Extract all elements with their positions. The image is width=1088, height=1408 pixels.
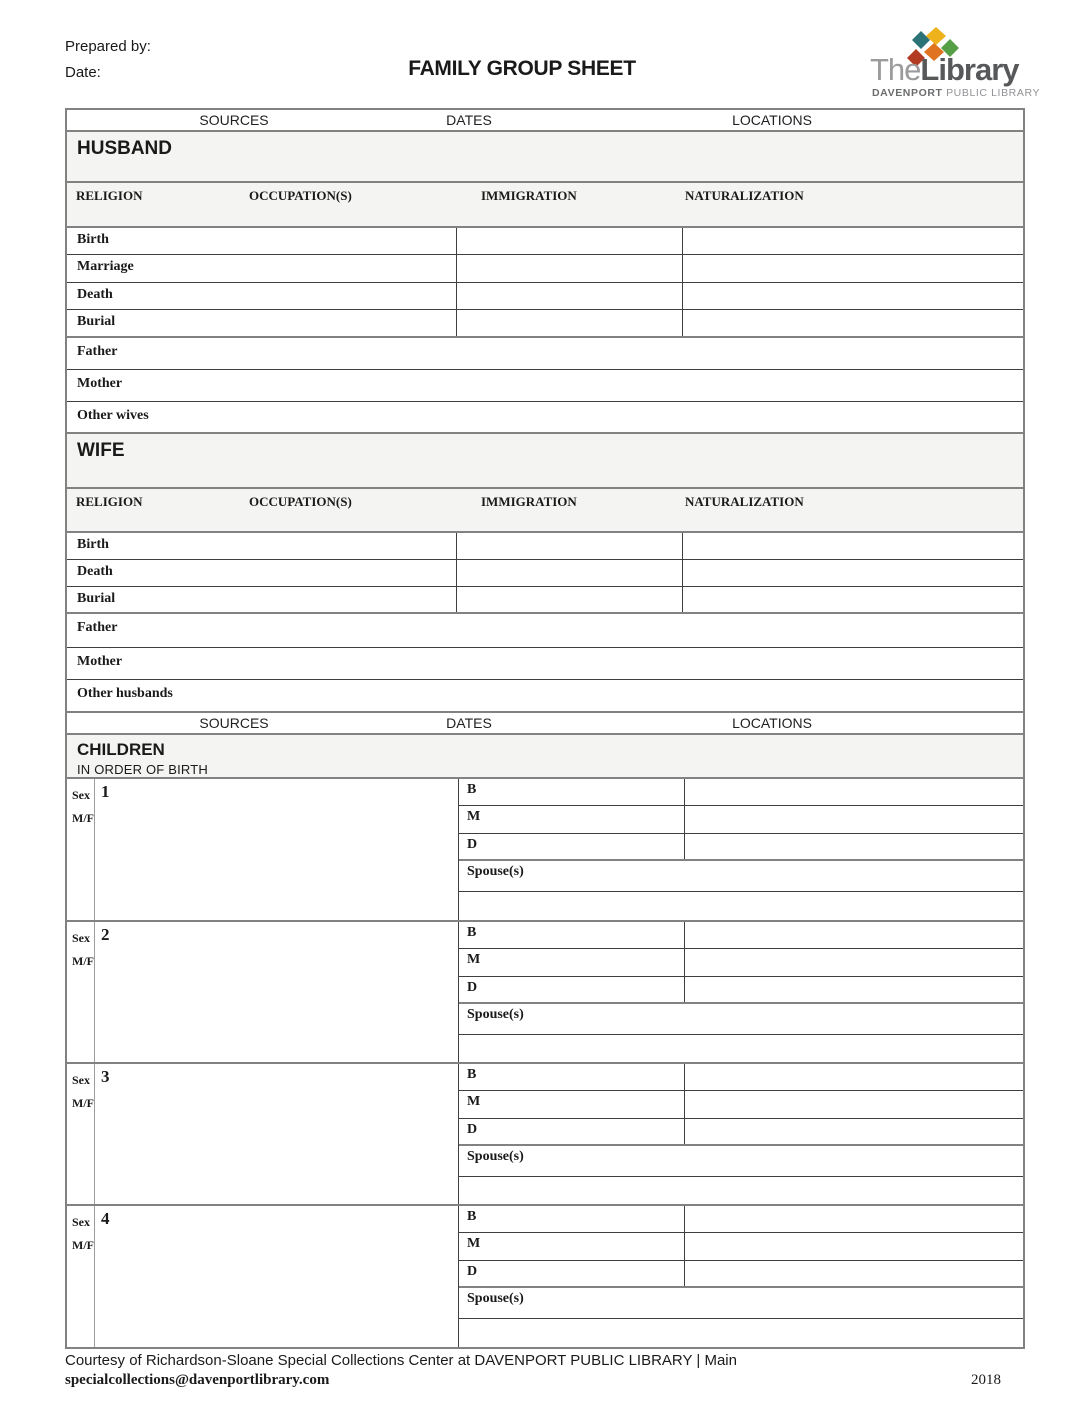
prepared-by-label: Prepared by:: [65, 38, 151, 55]
sex-label: Sex: [72, 788, 90, 802]
mf-label: M/F: [72, 810, 94, 825]
location-cell: [685, 949, 1023, 976]
location-cell: [685, 1091, 1023, 1118]
child-death-row: [459, 1119, 1023, 1146]
dates-column-header: DATES: [446, 112, 492, 128]
logo-library: Library: [920, 52, 1019, 87]
row-label: Death: [67, 560, 457, 586]
wife-immigration-label: IMMIGRATION: [481, 494, 577, 509]
row-label: Marriage: [67, 255, 457, 282]
husband-marriage-row: [67, 255, 1023, 283]
child-empty-row: [459, 1035, 1023, 1062]
husband-naturalization-label: NATURALIZATION: [685, 188, 804, 203]
sex-column: [67, 1206, 95, 1347]
date-cell: [457, 310, 683, 336]
wife-naturalization-label: NATURALIZATION: [685, 494, 804, 509]
date-cell: [457, 228, 683, 254]
child-empty-row: [459, 1177, 1023, 1204]
child-number: 2: [101, 925, 110, 944]
child-marriage-row: [459, 806, 1023, 834]
child-detail-area: [459, 1064, 1023, 1204]
child-block-3: [67, 1064, 1023, 1206]
marriage-label: M: [459, 1233, 685, 1260]
location-cell: [683, 560, 1023, 586]
husband-religion-label: RELIGION: [76, 188, 143, 203]
death-label: D: [459, 1261, 685, 1286]
child-name-area: [67, 922, 459, 1062]
sources-column-header: SOURCES: [199, 715, 269, 731]
husband-birth-row: [67, 228, 1023, 255]
child-detail-area: [459, 1206, 1023, 1347]
child-name-area: [67, 779, 459, 920]
child-number: 3: [101, 1067, 110, 1086]
location-cell: [683, 310, 1023, 336]
location-cell: [683, 255, 1023, 282]
child-block-2: [67, 922, 1023, 1064]
footer-email: specialcollections@davenportlibrary.com: [65, 1372, 330, 1388]
location-cell: [685, 1206, 1023, 1232]
footer: [65, 1352, 1025, 1389]
dates-column-header: DATES: [446, 715, 492, 731]
child-block-4: [67, 1206, 1023, 1347]
wife-occupation-label: OCCUPATION(S): [249, 494, 352, 509]
logo-wordmark: [870, 52, 1019, 88]
page-title: FAMILY GROUP SHEET: [408, 57, 636, 80]
child-death-row: [459, 977, 1023, 1004]
husband-burial-row: [67, 310, 1023, 338]
date-cell: [457, 283, 683, 309]
wife-burial-row: [67, 587, 1023, 614]
death-label: D: [459, 977, 685, 1002]
date-cell: [457, 560, 683, 586]
birth-label: B: [459, 1206, 685, 1232]
children-title: CHILDREN: [77, 740, 165, 759]
location-cell: [685, 806, 1023, 833]
location-cell: [683, 587, 1023, 612]
husband-immigration-label: IMMIGRATION: [481, 188, 577, 203]
child-empty-row: [459, 892, 1023, 920]
child-name-area: [67, 1064, 459, 1204]
husband-other-wives-row: Other wives: [67, 402, 1023, 434]
death-label: D: [459, 834, 685, 859]
column-header-row-top: [67, 110, 1023, 132]
birth-label: B: [459, 922, 685, 948]
sex-column: [67, 922, 95, 1062]
husband-mother-row: Mother: [67, 370, 1023, 402]
wife-other-husbands-row: Other husbands: [67, 680, 1023, 713]
date-cell: [457, 533, 683, 559]
row-label: Death: [67, 283, 457, 309]
child-name-area: [67, 1206, 459, 1347]
sex-label: Sex: [72, 1073, 90, 1087]
husband-subheads-row: [67, 183, 1023, 228]
location-cell: [683, 533, 1023, 559]
row-label: Birth: [67, 533, 457, 559]
child-marriage-row: [459, 1233, 1023, 1261]
child-birth-row: [459, 779, 1023, 806]
location-cell: [685, 1064, 1023, 1090]
child-spouse-row: [459, 861, 1023, 892]
wife-mother-row: Mother: [67, 648, 1023, 680]
sex-column: [67, 779, 95, 920]
child-marriage-row: [459, 949, 1023, 977]
sex-column: [67, 1064, 95, 1204]
children-subtitle: IN ORDER OF BIRTH: [77, 762, 209, 778]
location-cell: [685, 779, 1023, 805]
family-group-sheet-table: [65, 108, 1025, 1349]
sources-column-header: SOURCES: [199, 112, 269, 128]
child-empty-row: [459, 1319, 1023, 1347]
wife-father-row: Father: [67, 614, 1023, 648]
birth-label: B: [459, 779, 685, 805]
location-cell: [683, 228, 1023, 254]
wife-religion-label: RELIGION: [76, 494, 143, 509]
mf-label: M/F: [72, 1237, 94, 1252]
husband-father-row: Father: [67, 338, 1023, 370]
row-label: Burial: [67, 310, 457, 336]
children-section-title: [67, 735, 1023, 779]
child-death-row: [459, 1261, 1023, 1288]
child-spouse-row: [459, 1288, 1023, 1319]
location-cell: [685, 1261, 1023, 1286]
column-header-row-children: [67, 713, 1023, 735]
wife-subheads-row: [67, 489, 1023, 533]
footer-year: 2018: [971, 1372, 1001, 1388]
child-birth-row: [459, 922, 1023, 949]
death-label: D: [459, 1119, 685, 1144]
husband-section-title: HUSBAND: [67, 132, 1023, 183]
sex-label: Sex: [72, 931, 90, 945]
location-cell: [685, 922, 1023, 948]
location-cell: [685, 834, 1023, 859]
child-detail-area: [459, 779, 1023, 920]
child-birth-row: [459, 1206, 1023, 1233]
footer-courtesy-line: Courtesy of Richardson-Sloane Special Collections Center at DAVENPORT PUBLIC LIBRARY | Main: [65, 1352, 737, 1369]
wife-section-title: WIFE: [67, 434, 1023, 489]
husband-death-row: [67, 283, 1023, 310]
wife-birth-row: [67, 533, 1023, 560]
logo-tagline: DAVENPORT PUBLIC LIBRARY: [872, 87, 1041, 99]
marriage-label: M: [459, 806, 685, 833]
mf-label: M/F: [72, 1095, 94, 1110]
child-marriage-row: [459, 1091, 1023, 1119]
child-number: 4: [101, 1209, 110, 1228]
locations-column-header: LOCATIONS: [732, 715, 812, 731]
mf-label: M/F: [72, 953, 94, 968]
logo-the: The: [870, 52, 921, 87]
location-cell: [685, 1233, 1023, 1260]
marriage-label: M: [459, 949, 685, 976]
location-cell: [683, 283, 1023, 309]
locations-column-header: LOCATIONS: [732, 112, 812, 128]
child-spouse-row: [459, 1004, 1023, 1035]
location-cell: [685, 1119, 1023, 1144]
row-label: Birth: [67, 228, 457, 254]
wife-death-row: [67, 560, 1023, 587]
sex-label: Sex: [72, 1215, 90, 1229]
date-cell: [457, 255, 683, 282]
date-label: Date:: [65, 64, 101, 81]
date-cell: [457, 587, 683, 612]
spouse-label: Spouse(s): [467, 864, 524, 879]
spouse-label: Spouse(s): [467, 1149, 524, 1164]
birth-label: B: [459, 1064, 685, 1090]
husband-occupation-label: OCCUPATION(S): [249, 188, 352, 203]
child-number: 1: [101, 782, 110, 801]
child-death-row: [459, 834, 1023, 861]
child-block-1: [67, 779, 1023, 922]
child-detail-area: [459, 922, 1023, 1062]
spouse-label: Spouse(s): [467, 1007, 524, 1022]
location-cell: [685, 977, 1023, 1002]
row-label: Burial: [67, 587, 457, 612]
child-birth-row: [459, 1064, 1023, 1091]
spouse-label: Spouse(s): [467, 1291, 524, 1306]
marriage-label: M: [459, 1091, 685, 1118]
child-spouse-row: [459, 1146, 1023, 1177]
